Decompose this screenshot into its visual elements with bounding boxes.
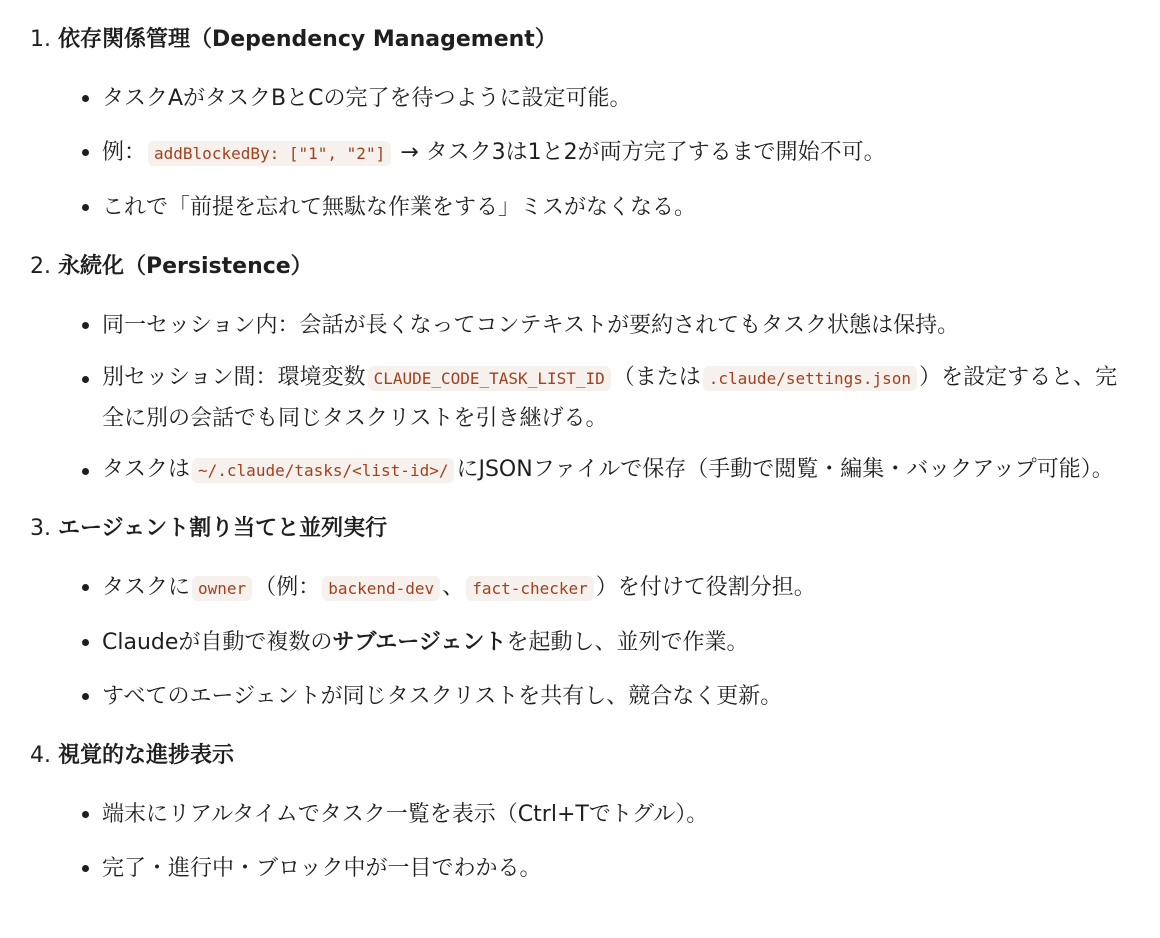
section-heading: 視覚的な進捗表示: [58, 743, 235, 768]
list-item: [82, 675, 1130, 718]
inline-code: ~/.claude/tasks/<list-id>/: [192, 458, 454, 483]
section-title: [30, 513, 1130, 545]
list-item: [82, 621, 1130, 664]
section-title: [30, 24, 1130, 56]
item-text: 同一セッション内：会話が長くなってコンテキストが要約されてもタスク状態は保持。: [102, 313, 960, 338]
inline-code: CLAUDE_CODE_TASK_LIST_ID: [368, 366, 611, 391]
inline-code: .claude/settings.json: [703, 366, 917, 391]
section-visual-progress: [30, 740, 1130, 890]
item-text: これで「前提を忘れて無駄な作業をする」ミスがなくなる。: [102, 195, 697, 220]
item-text: タスクは: [102, 457, 191, 482]
item-text: ）を設定すると、完全に別の会話でも同じタスクリストを引き継げる。: [102, 365, 1118, 431]
item-text: タスクに: [102, 575, 191, 600]
section-agent-assignment: [30, 513, 1130, 718]
section-number: 4.: [30, 743, 51, 768]
item-text: 完了・進行中・ブロック中が一目でわかる。: [102, 856, 542, 881]
item-text: を起動し、並列で作業。: [506, 630, 749, 655]
section-heading: 永続化（Persistence）: [58, 254, 313, 279]
inline-code: backend-dev: [322, 576, 440, 601]
item-text: 、: [442, 575, 465, 600]
bold-term: サブエージェント: [332, 630, 507, 655]
item-text: → タスク3は1と2が両方完了するまで開始不可。: [400, 140, 886, 165]
list-item: [82, 566, 1130, 610]
item-text: Claudeが自動で複数の: [102, 630, 333, 655]
section-number: 3.: [30, 516, 51, 541]
bullet-list: [30, 77, 1130, 229]
list-item: [82, 77, 1130, 120]
list-item: [82, 131, 1130, 175]
item-text: にJSONファイルで保存（手動で閲覧・編集・バックアップ可能）。: [456, 457, 1114, 482]
inline-code: fact-checker: [466, 576, 594, 601]
item-text: タスクAがタスクBとCの完了を待つように設定可能。: [102, 86, 632, 111]
list-item: [82, 847, 1130, 890]
list-item: [82, 304, 1130, 347]
list-item: [82, 793, 1130, 836]
item-text: （例：: [254, 575, 321, 600]
item-text: すべてのエージェントが同じタスクリストを共有し、競合なく更新。: [102, 684, 783, 709]
section-title: [30, 251, 1130, 283]
item-text: 例：: [102, 140, 147, 165]
list-item: [82, 450, 1130, 491]
bullet-list: [30, 304, 1130, 491]
inline-code: owner: [192, 576, 252, 601]
section-heading: 依存関係管理（Dependency Management）: [58, 27, 557, 52]
list-item: [82, 358, 1130, 439]
section-title: [30, 740, 1130, 772]
section-persistence: [30, 251, 1130, 491]
section-number: 1.: [30, 27, 51, 52]
item-text: ）を付けて役割分担。: [595, 575, 816, 600]
section-heading: エージェント割り当てと並列実行: [58, 516, 388, 541]
item-text: 別セッション間：環境変数: [102, 365, 366, 390]
section-number: 2.: [30, 254, 51, 279]
section-dependency-management: [30, 24, 1130, 229]
bullet-list: [30, 793, 1130, 890]
item-text: （または: [612, 365, 701, 390]
bullet-list: [30, 566, 1130, 718]
inline-code: addBlockedBy: ["1", "2"]: [148, 141, 391, 166]
item-text: 端末にリアルタイムでタスク一覧を表示（Ctrl+Tでトグル）。: [102, 802, 709, 827]
list-item: [82, 186, 1130, 229]
